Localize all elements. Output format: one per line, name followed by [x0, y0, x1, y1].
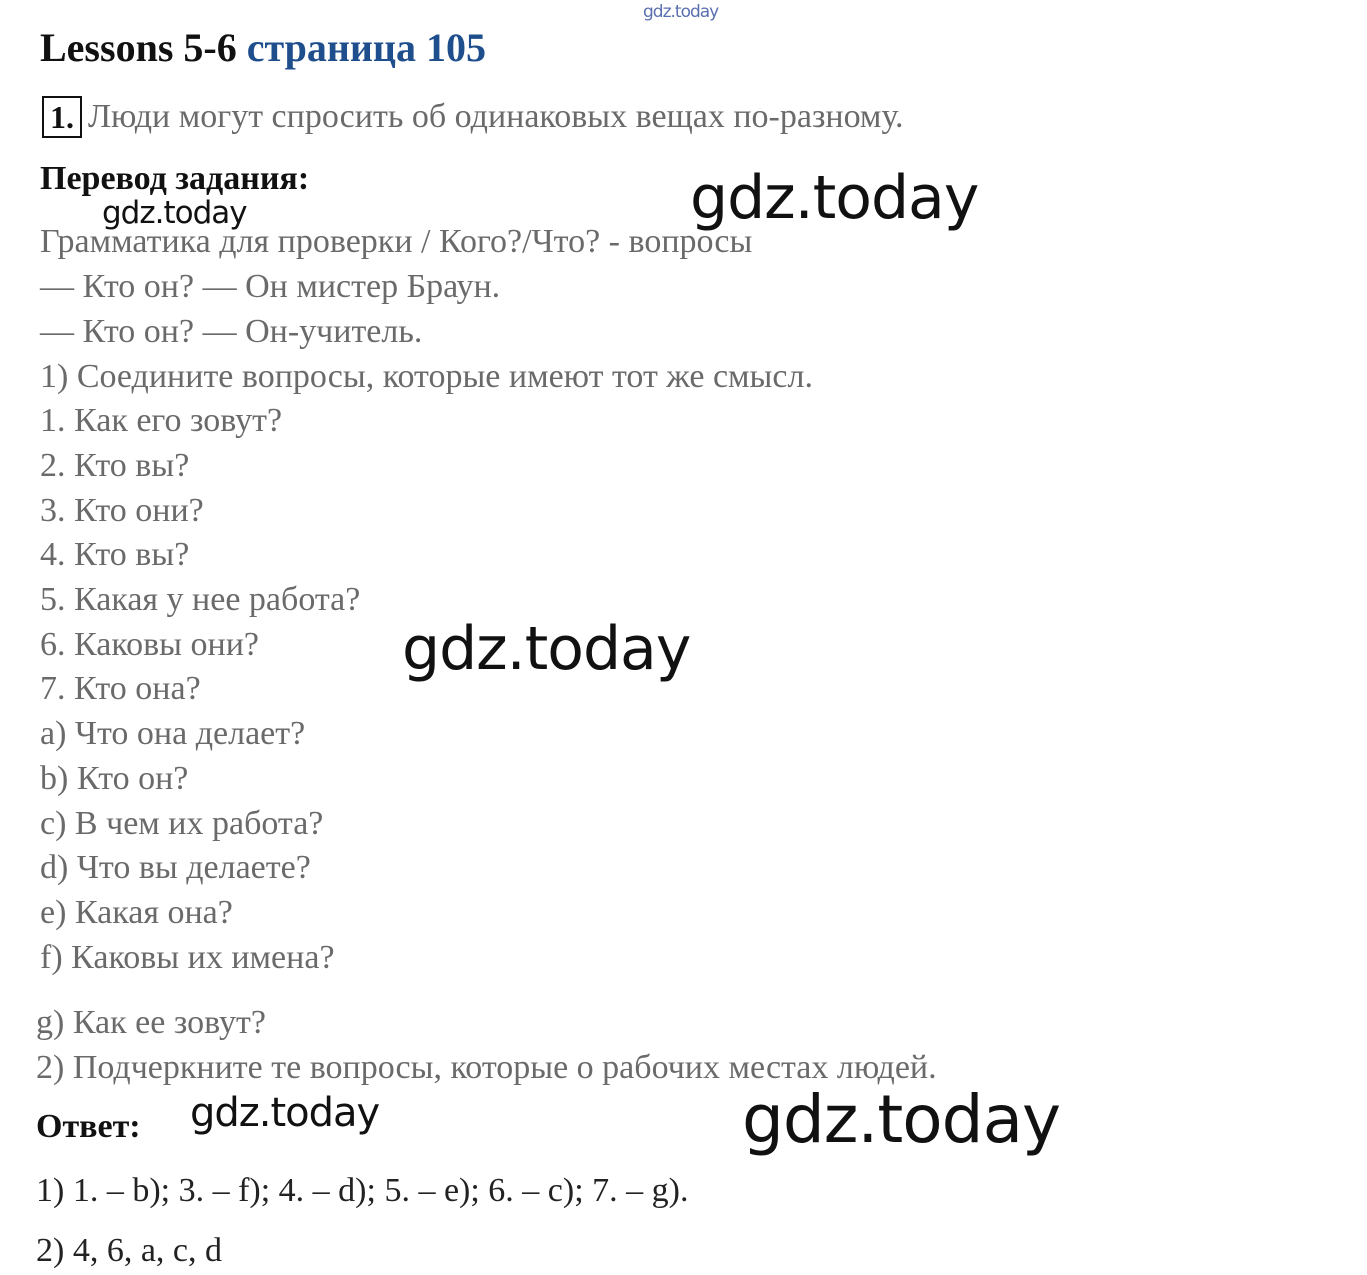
watermark-medium: gdz.today [190, 1090, 380, 1136]
translation-line: 1) Соедините вопросы, которые имеют тот же смысл. [40, 358, 813, 395]
answer-heading: Ответ: [36, 1108, 141, 1145]
translation-line: 6. Каковы они? [40, 626, 259, 663]
task-row [42, 96, 904, 140]
translation-line: — Кто он? — Он мистер Браун. [40, 268, 501, 305]
translation-line: — Кто он? — Он-учитель. [40, 313, 423, 350]
page-reference: страница 105 [246, 25, 486, 70]
translation-line: 2) Подчеркните те вопросы, которые о рабочих местах людей. [36, 1049, 937, 1086]
translation-line: 1. Как его зовут? [40, 402, 283, 439]
translation-heading: Перевод задания: [40, 160, 310, 197]
task-number: 1. [42, 96, 82, 138]
watermark-large-1: gdz.today [690, 163, 979, 233]
translation-line: 7. Кто она? [40, 670, 201, 707]
answer-line: 2) 4, 6, a, c, d [36, 1232, 223, 1269]
translation-line: a) Что она делает? [40, 715, 306, 752]
answer-line: 1) 1. – b); 3. – f); 4. – d); 5. – e); 6. – c); 7. – g). [36, 1172, 689, 1209]
translation-line: 2. Кто вы? [40, 447, 190, 484]
translation-line: g) Как ее зовут? [36, 1004, 266, 1041]
translation-line: d) Что вы делаете? [40, 849, 311, 886]
translation-line: Грамматика для проверки / Кого?/Что? - вопросы [40, 223, 753, 260]
watermark-large-3: gdz.today [742, 1081, 1061, 1158]
translation-line: c) В чем их работа? [40, 805, 324, 842]
watermark-small-1: gdz.today [102, 195, 247, 231]
translation-line: f) Каковы их имена? [40, 939, 335, 976]
translation-line: b) Кто он? [40, 760, 189, 797]
page-title [40, 24, 486, 72]
watermark-large-2: gdz.today [402, 614, 691, 684]
translation-line: 5. Какая у нее работа? [40, 581, 361, 618]
translation-line: 3. Кто они? [40, 492, 204, 529]
translation-line: 4. Кто вы? [40, 536, 190, 573]
watermark-top: gdz.today [643, 2, 719, 22]
lesson-label: Lessons 5-6 [40, 25, 237, 70]
translation-line: e) Какая она? [40, 894, 233, 931]
task-text: Люди могут спросить об одинаковых вещах по-разному. [88, 98, 904, 135]
